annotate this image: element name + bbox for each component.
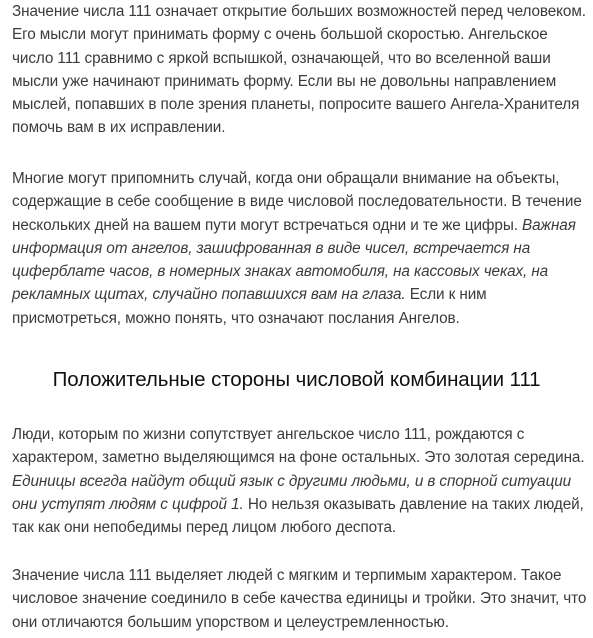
paragraph-4 [12, 564, 587, 634]
text-run: число 111 сравнимо с яркой вспышкой, означающей, что во вселенной ваши [12, 49, 551, 67]
text-run: Значение числа 111 означает открытие больших возможностей перед человеком. [12, 3, 586, 20]
text-run: Его мысли могут принимать форму с очень большой скоростью. Ангельское [12, 26, 548, 44]
text-run: Многие могут припомнить случай, когда они обращали внимание на объекты, [12, 170, 560, 187]
text-run: помочь вам в их исправлении. [12, 119, 226, 137]
text-line [12, 47, 587, 70]
italic-text: Единицы всегда найдут общий язык с другими людьми, и в спорной ситуации [12, 472, 572, 490]
text-run: присмотреться, можно понять, что означают послания Ангелов. [12, 309, 460, 327]
text-run: содержащие в себе сообщение в виде числовой последовательности. В течение [12, 193, 582, 211]
text-line [12, 0, 587, 23]
text-line [12, 470, 587, 493]
text-run: они отличаются большим упорством и целеустремленностью. [12, 613, 449, 631]
text-run: так как они непобедимы перед лицом любого деспота. [12, 519, 397, 537]
section-heading: Положительные стороны числовой комбинации 111 [52, 368, 541, 391]
text-run: Значение числа 111 выделяет людей с мягким и терпимым характером. Такое [12, 567, 562, 584]
text-line [12, 587, 587, 610]
italic-text: Важная [522, 216, 576, 234]
text-line [12, 237, 587, 260]
italic-text: рекламных щитах, случайно попавшихся вам на глаза. [12, 286, 406, 304]
text-run: Но нельзя оказывать давление на таких людей, [243, 495, 584, 513]
text-line [12, 283, 587, 306]
text-line [12, 93, 587, 116]
text-run: числовое значение соединило в себе качества единицы и тройки. Это значит, что [12, 590, 587, 608]
text-line [12, 307, 587, 330]
italic-text: информация от ангелов, зашифрованная в виде чисел, встречается на [12, 239, 531, 257]
text-line [12, 611, 587, 634]
text-run: Люди, которым по жизни сопутствует ангельское число 111, рождаются с [12, 426, 525, 443]
text-line [12, 116, 587, 139]
text-run: нескольких дней на вашем пути могут встречаться одни и те же цифры. [12, 216, 523, 234]
paragraph-2 [12, 167, 587, 330]
italic-text: они уступят людям с цифрой 1. [12, 495, 244, 513]
text-line [12, 564, 587, 587]
text-line [12, 493, 587, 516]
text-line [12, 23, 587, 46]
text-run: мысли уже начинают принимать форму. Если вы не довольны направлением [12, 72, 557, 90]
text-run: характером, заметно выделяющимся на фоне остальных. Это золотая середина. [12, 449, 585, 467]
italic-text: циферблате часов, в номерных знаках автомобиля, на кассовых чеках, на [12, 263, 549, 281]
text-line [12, 516, 587, 539]
text-line [12, 423, 587, 446]
text-line [12, 446, 587, 469]
text-line [12, 190, 587, 213]
text-run: мыслей, попавших в поле зрения планеты, попросите вашего Ангела-Хранителя [12, 96, 580, 114]
paragraph-3 [12, 423, 587, 539]
text-line [12, 70, 587, 93]
text-line [12, 260, 587, 283]
text-run: Если к ним [405, 286, 487, 304]
paragraph-1 [12, 0, 587, 140]
text-line [12, 214, 587, 237]
text-line [12, 167, 587, 190]
